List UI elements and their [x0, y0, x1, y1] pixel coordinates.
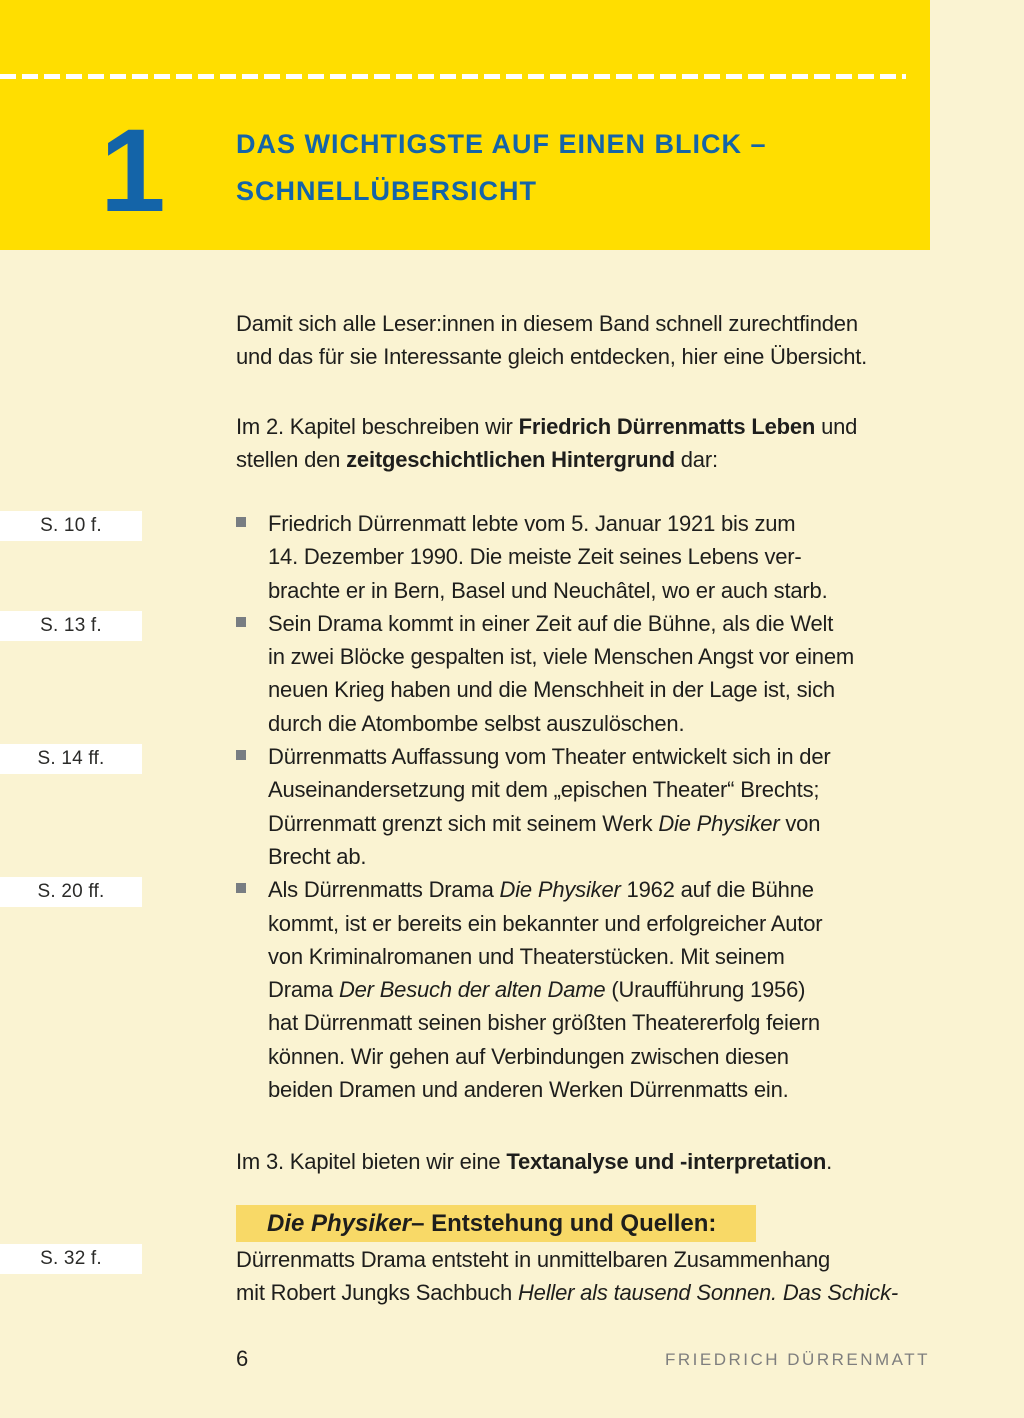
- bullet-square-icon: [236, 883, 246, 893]
- page-ref-badge: S. 13 f.: [0, 611, 142, 641]
- bullet-square-icon: [236, 617, 246, 627]
- list-item: [40, 507, 936, 607]
- highlight-heading: Die Physiker – Entstehung und Quellen:: [236, 1205, 756, 1242]
- final-paragraph-text: Dürrenmatts Drama entsteht in unmittelbaren Zusammenhang mit Robert Jungks Sachbuch Heller als tausend Sonnen. Das Schick-: [236, 1247, 899, 1306]
- bullet-text: Als Dürrenmatts Drama Die Physiker 1962 auf die Bühne kommt, ist er bereits ein bekannter und erfolgreicher Autor von Kriminalromanen und Theaterstücken. Mit seinem Drama Der Besuch der alten Dame (Uraufführung 1956) hat Dürrenmatt seinen bisher größten Theatererfolg feiern können. Wir gehen auf Verbindungen zwischen diesen beiden Dramen und anderen Werken Dürrenmatts ein.: [268, 877, 823, 1103]
- page-title-line2: SCHNELLÜBERSICHT: [236, 176, 538, 206]
- page-title-line1: DAS WICHTIGSTE AUF EINEN BLICK –: [236, 129, 767, 159]
- list-item: [37, 873, 936, 1106]
- footer-page-number: 6: [236, 1346, 249, 1371]
- page-ref-badge: S. 32 f.: [0, 1244, 142, 1274]
- footer-running-title: FRIEDRICH DÜRRENMATT: [664, 1350, 930, 1369]
- main-text-column: [37, 0, 936, 1418]
- chapter2-intro-paragraph: Im 2. Kapitel beschreiben wir Friedrich Dürrenmatts Leben und stellen den zeitgeschichtlichen Hintergrund dar:: [236, 414, 858, 473]
- chapter3-intro-paragraph: Im 3. Kapitel bieten wir eine Textanalyse und -interpretation.: [236, 1149, 833, 1174]
- page-ref-badge: S. 20 ff.: [0, 877, 142, 907]
- bullet-text: Dürrenmatts Auffassung vom Theater entwickelt sich in der Auseinandersetzung mit dem „epischen Theater“ Brechts; Dürrenmatt grenzt sich mit seinem Werk Die Physiker von Brecht ab.: [268, 744, 831, 869]
- page-ref-badge: S. 14 ff.: [0, 744, 142, 774]
- overview-bullet-list: [37, 507, 936, 1106]
- chapter-number: 1: [100, 105, 166, 237]
- bullet-square-icon: [236, 750, 246, 760]
- intro-paragraph: Damit sich alle Leser:innen in diesem Band schnell zurechtfinden und das für sie Interessante gleich entdecken, hier eine Übersicht.: [236, 311, 868, 370]
- bullet-square-icon: [236, 517, 246, 527]
- final-paragraph: [40, 1243, 899, 1310]
- bullet-text: Friedrich Dürrenmatt lebte vom 5. Januar 1921 bis zum 14. Dezember 1990. Die meiste Zeit seines Lebens ver- brachte er in Bern, Basel und Neuchâtel, wo er auch starb.: [268, 511, 828, 603]
- list-item: [40, 607, 936, 740]
- bullet-text: Sein Drama kommt in einer Zeit auf die Bühne, als die Welt in zwei Blöcke gespalten ist, viele Menschen Angst vor einem neuen Krieg haben und die Menschheit in der Lage ist, sich durch die Atombombe selbst auszulöschen.: [268, 610, 854, 736]
- list-item: [37, 740, 936, 873]
- page-ref-badge: S. 10 f.: [0, 511, 142, 541]
